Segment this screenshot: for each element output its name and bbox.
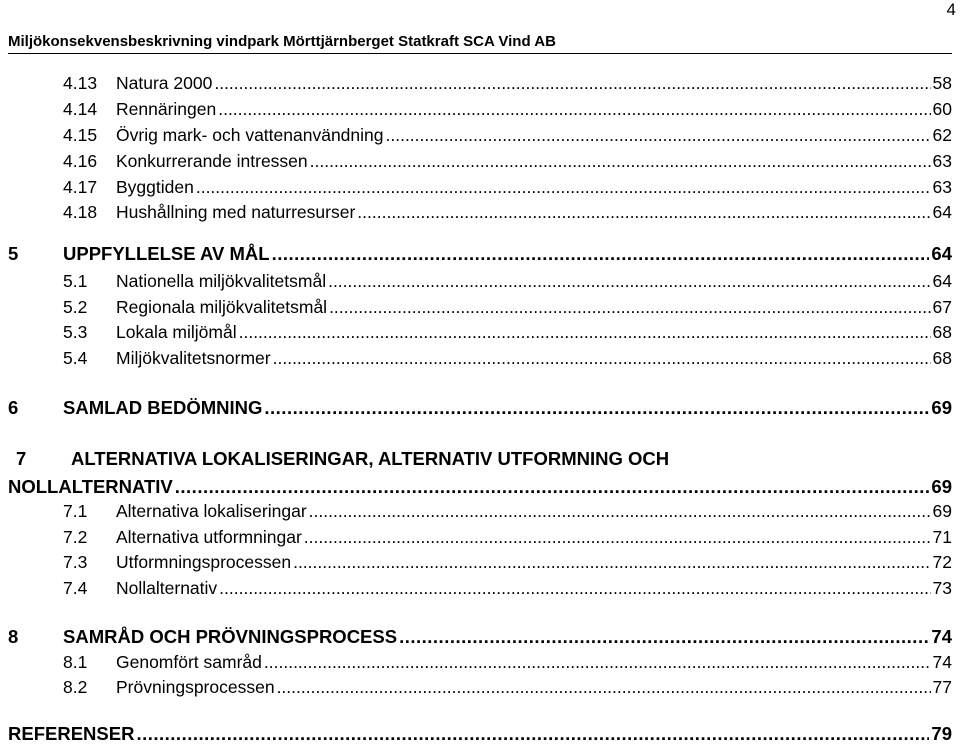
toc-entry-page: 77 [932, 677, 952, 697]
toc-entry-5-2[interactable] [0, 296, 960, 318]
toc-chapter-title: REFERENSER [8, 723, 135, 744]
toc-entry-title: Hushållning med naturresurser [116, 202, 356, 222]
toc-entry-title: Byggtiden [116, 177, 194, 197]
toc-entry-title: Alternativa utformningar [116, 527, 302, 547]
toc-entry-7-2[interactable] [0, 526, 960, 548]
dot-leader [328, 270, 930, 292]
toc-entry-number: 7.2 [63, 527, 88, 547]
toc-chapter-number: 8 [8, 626, 19, 647]
toc-entry-number: 7.3 [63, 552, 88, 572]
toc-entry-4-13[interactable] [0, 72, 960, 94]
toc-entry-page: 71 [932, 527, 952, 547]
toc-entry-title: Nollalternativ [116, 578, 218, 598]
dot-leader [136, 722, 929, 746]
dot-leader [264, 396, 929, 420]
toc-entry-5-4[interactable] [0, 347, 960, 369]
page-number: 4 [946, 0, 956, 19]
dot-leader [304, 526, 931, 548]
toc-chapter-5[interactable] [0, 242, 960, 266]
toc-entry-number: 7.1 [63, 501, 88, 521]
toc-entry-number: 5.3 [63, 322, 88, 342]
toc-entry-page: 64 [932, 202, 952, 222]
toc-entry-5-3[interactable] [0, 321, 960, 343]
toc-entry-page: 72 [932, 552, 952, 572]
toc-chapter-number: 5 [8, 243, 19, 264]
toc-entry-number: 8.2 [63, 677, 88, 697]
toc-chapter-page: 69 [931, 476, 952, 497]
toc-entry-number: 5.2 [63, 297, 88, 317]
dot-leader [329, 296, 930, 318]
dot-leader [272, 242, 930, 266]
toc-references[interactable] [0, 722, 960, 746]
dot-leader [196, 176, 931, 198]
toc-chapter-title: ALTERNATIVA LOKALISERINGAR, ALTERNATIV UTFORMNING OCH [71, 448, 670, 469]
toc-entry-8-1[interactable] [0, 651, 960, 673]
toc-entry-page: 68 [932, 348, 952, 368]
toc-entry-number: 5.4 [63, 348, 88, 368]
toc-entry-page: 58 [932, 73, 952, 93]
toc-entry-number: 4.13 [63, 73, 98, 93]
toc-entry-number: 4.18 [63, 202, 98, 222]
toc-entry-7-3[interactable] [0, 551, 960, 573]
toc-chapter-page: 74 [931, 626, 952, 647]
toc-entry-title: Nationella miljökvalitetsmål [116, 271, 327, 291]
toc-entry-page: 63 [932, 151, 952, 171]
dot-leader [309, 500, 931, 522]
toc-chapter-page: 79 [931, 723, 952, 744]
toc-entry-number: 4.16 [63, 151, 98, 171]
dot-leader [386, 124, 931, 146]
toc-chapter-6[interactable] [0, 396, 960, 420]
toc-entry-page: 64 [932, 271, 952, 291]
toc-entry-number: 5.1 [63, 271, 88, 291]
toc-entry-page: 68 [932, 322, 952, 342]
toc-entry-title: Natura 2000 [116, 73, 213, 93]
toc-entry-title: Prövningsprocessen [116, 677, 275, 697]
toc-entry-5-1[interactable] [0, 270, 960, 292]
toc-entry-title: Lokala miljömål [116, 322, 237, 342]
toc-chapter-title-continued: NOLLALTERNATIV [8, 476, 173, 497]
toc-chapter-number: 6 [8, 397, 19, 418]
toc-chapter-7-line-2[interactable] [0, 475, 960, 499]
running-header: Miljökonsekvensbeskrivning vindpark Mörttjärnberget Statkraft SCA Vind AB [8, 33, 952, 54]
toc-chapter-title: UPPFYLLELSE AV MÅL [63, 243, 270, 264]
toc-entry-page: 67 [932, 297, 952, 317]
dot-leader [293, 551, 930, 573]
dot-leader [399, 625, 929, 649]
toc-entry-title: Alternativa lokaliseringar [116, 501, 307, 521]
dot-leader [273, 347, 931, 369]
dot-leader [357, 201, 930, 223]
toc-entry-page: 73 [932, 578, 952, 598]
toc-entry-title: Miljökvalitetsnormer [116, 348, 271, 368]
toc-entry-title: Konkurrerande intressen [116, 151, 308, 171]
toc-entry-page: 69 [932, 501, 952, 521]
toc-chapter-number: 7 [16, 448, 27, 469]
toc-entry-page: 74 [932, 652, 952, 672]
toc-entry-4-15[interactable] [0, 124, 960, 146]
toc-entry-7-4[interactable] [0, 577, 960, 599]
toc-entry-number: 4.17 [63, 177, 98, 197]
dot-leader [175, 475, 930, 499]
dot-leader [214, 72, 930, 94]
toc-entry-title: Utformningsprocessen [116, 552, 292, 572]
toc-entry-number: 4.14 [63, 99, 98, 119]
toc-chapter-8[interactable] [0, 625, 960, 649]
toc-entry-4-17[interactable] [0, 176, 960, 198]
toc-entry-number: 7.4 [63, 578, 88, 598]
toc-entry-number: 4.15 [63, 125, 98, 145]
dot-leader [264, 651, 931, 673]
toc-entry-title: Övrig mark- och vattenanvändning [116, 125, 384, 145]
toc-entry-page: 62 [932, 125, 952, 145]
toc-entry-7-1[interactable] [0, 500, 960, 522]
toc-chapter-page: 69 [931, 397, 952, 418]
toc-entry-number: 8.1 [63, 652, 88, 672]
toc-entry-8-2[interactable] [0, 676, 960, 698]
dot-leader [310, 150, 931, 172]
dot-leader [239, 321, 931, 343]
toc-chapter-page: 64 [931, 243, 952, 264]
toc-entry-page: 63 [932, 177, 952, 197]
toc-entry-4-18[interactable] [0, 201, 960, 223]
dot-leader [218, 98, 930, 120]
toc-chapter-title: SAMLAD BEDÖMNING [63, 397, 263, 418]
toc-entry-title: Rennäringen [116, 99, 217, 119]
dot-leader [219, 577, 930, 599]
dot-leader [277, 676, 931, 698]
toc-chapter-title: SAMRÅD OCH PRÖVNINGSPROCESS [63, 626, 398, 647]
toc-entry-title: Regionala miljökvalitetsmål [116, 297, 328, 317]
toc-entry-page: 60 [932, 99, 952, 119]
toc-entry-4-16[interactable] [0, 150, 960, 172]
toc-entry-4-14[interactable] [0, 98, 960, 120]
toc-entry-title: Genomfört samråd [116, 652, 262, 672]
